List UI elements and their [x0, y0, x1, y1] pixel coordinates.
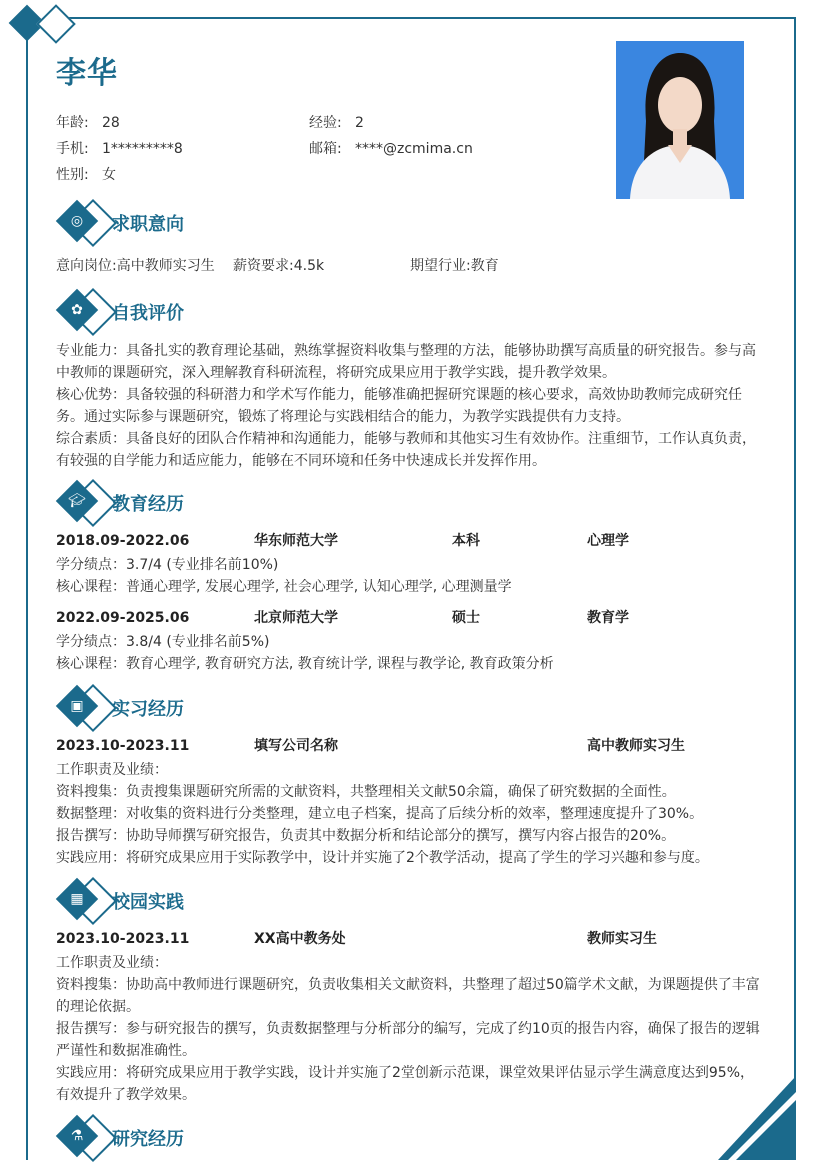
- intent-salary-label: 薪资要求:: [233, 258, 294, 274]
- campus-duties: [56, 952, 768, 1106]
- duty-item: 报告撰写：参与研究报告的撰写，负责数据整理与分析部分的编写，完成了约10页的报告内容，确保了报告的逻辑严谨性和数据准确性。: [56, 1021, 760, 1059]
- target-icon: ◎: [70, 213, 84, 229]
- section-title: 实习经历: [112, 699, 184, 720]
- duty-item: 实践应用：将研究成果应用于实际教学中，设计并实施了2个教学活动，提高了学生的学习兴趣和参与度。: [56, 850, 709, 866]
- intent-salary: [233, 255, 324, 277]
- building-icon: ▦: [70, 891, 84, 907]
- gender-label: 性别:: [56, 167, 89, 183]
- self-evaluation: [56, 340, 768, 472]
- age-field: [56, 112, 120, 132]
- duty-item: 数据整理：对收集的资料进行分类整理，建立电子档案，提高了后续分析的效率，整理速度提升了30%。: [56, 806, 704, 822]
- campus-role: 教师实习生: [587, 931, 657, 947]
- frame-right-border: [794, 17, 796, 1160]
- duty-item: 实践应用：将研究成果应用于教学实践，设计并实施了2堂创新示范课，课堂效果评估显示学生满意度达到95%，有效提升了教学效果。: [56, 1065, 755, 1103]
- section-title: 研究经历: [112, 1129, 184, 1150]
- flask-icon: ⚗: [70, 1128, 84, 1144]
- education-entry-details: [56, 631, 768, 675]
- edu-school: 华东师范大学: [254, 533, 338, 549]
- duty-item: 报告撰写：协助导师撰写研究报告，负责其中数据分析和结论部分的撰写，撰写内容占报告的20%。: [56, 828, 676, 844]
- age-label: 年龄:: [56, 115, 89, 131]
- internship-header: [56, 735, 768, 757]
- gender-field: [56, 164, 116, 184]
- self-eval-paragraph: 核心优势：具备较强的科研潜力和学术写作能力，能够准确把握研究课题的核心要求，高效协助教师完成研究任务。通过实际参与课题研究，锻炼了将理论与实践相结合的能力，为教学实践提供有力支持。: [56, 387, 742, 425]
- intent-industry-value: 教育: [470, 258, 499, 274]
- edu-major: 教育学: [587, 610, 629, 626]
- intern-company: 填写公司名称: [254, 738, 338, 754]
- edu-degree: 本科: [452, 533, 480, 549]
- section-title: 校园实践: [112, 892, 184, 913]
- edu-degree: 硕士: [452, 610, 480, 626]
- intent-position-label: 意向岗位:: [56, 258, 117, 274]
- intent-industry-label: 期望行业:: [410, 258, 471, 274]
- gender-value: 女: [102, 167, 116, 183]
- edu-period: 2018.09-2022.06: [56, 533, 190, 549]
- award-icon: ✿: [71, 302, 83, 318]
- briefcase-icon: ▣: [70, 698, 84, 714]
- intent-position-value: 高中教师实习生: [116, 258, 215, 274]
- age-value: 28: [102, 115, 120, 131]
- section-title: 求职意向: [112, 214, 184, 235]
- education-entry-details: [56, 554, 768, 598]
- experience-field: [309, 112, 364, 132]
- duty-item: 资料搜集：负责搜集课题研究所需的文献资料，共整理相关文献50余篇，确保了研究数据的全面性。: [56, 784, 676, 800]
- section-title: 教育经历: [112, 494, 184, 515]
- edu-courses: 核心课程：教育心理学, 教育研究方法, 教育统计学, 课程与教学论, 教育政策分析: [56, 656, 554, 672]
- frame-left-border: [26, 17, 28, 1160]
- education-entry-header: [56, 607, 768, 629]
- phone-field: [56, 138, 183, 158]
- intern-period: 2023.10-2023.11: [56, 738, 190, 754]
- duties-label: 工作职责及业绩：: [56, 762, 168, 778]
- edu-gpa: 学分绩点：3.8/4 (专业排名前5%): [56, 634, 270, 650]
- duty-item: 资料搜集：协助高中教师进行课题研究，负责收集相关文献资料，共整理了超过50篇学术文献，为课题提供了丰富的理论依据。: [56, 977, 760, 1015]
- edu-major: 心理学: [587, 533, 629, 549]
- intern-role: 高中教师实习生: [587, 738, 685, 754]
- graduation-cap-icon: 🎓︎: [68, 493, 86, 509]
- self-eval-paragraph: 专业能力：具备扎实的教育理论基础，熟练掌握资料收集与整理的方法，能够协助撰写高质量的研究报告。参与高中教师的课题研究，深入理解教育科研流程，将研究成果应用于教学实践，提升教学效果。: [56, 343, 756, 381]
- education-entry-header: [56, 530, 768, 552]
- duties-label: 工作职责及业绩：: [56, 955, 168, 971]
- edu-period: 2022.09-2025.06: [56, 610, 190, 626]
- campus-period: 2023.10-2023.11: [56, 931, 190, 947]
- experience-label: 经验:: [309, 115, 342, 131]
- intent-industry: [410, 255, 499, 277]
- candidate-name: 李华: [56, 56, 118, 91]
- self-eval-paragraph: 综合素质：具备良好的团队合作精神和沟通能力，能够与教师和其他实习生有效协作。注重细节，工作认真负责，有较强的自学能力和适应能力，能够在不同环境和任务中快速成长并发挥作用。: [56, 431, 756, 469]
- campus-org: XX高中教务处: [254, 931, 346, 947]
- intent-salary-value: 4.5k: [293, 258, 325, 274]
- phone-label: 手机:: [56, 141, 89, 157]
- edu-gpa: 学分绩点：3.7/4 (专业排名前10%): [56, 557, 279, 573]
- internship-duties: [56, 759, 768, 869]
- section-title: 自我评价: [112, 303, 184, 324]
- email-value: ****@zcmima.cn: [355, 141, 473, 157]
- experience-value: 2: [355, 115, 364, 131]
- profile-photo: [616, 41, 744, 199]
- intent-row: [56, 255, 768, 277]
- frame-top-border: [26, 17, 796, 19]
- email-field: [309, 138, 473, 158]
- edu-school: 北京师范大学: [254, 610, 338, 626]
- campus-header: [56, 928, 768, 950]
- phone-value: 1*********8: [102, 141, 183, 157]
- email-label: 邮箱:: [309, 141, 342, 157]
- edu-courses: 核心课程：普通心理学, 发展心理学, 社会心理学, 认知心理学, 心理测量学: [56, 579, 512, 595]
- intent-position: [56, 255, 215, 277]
